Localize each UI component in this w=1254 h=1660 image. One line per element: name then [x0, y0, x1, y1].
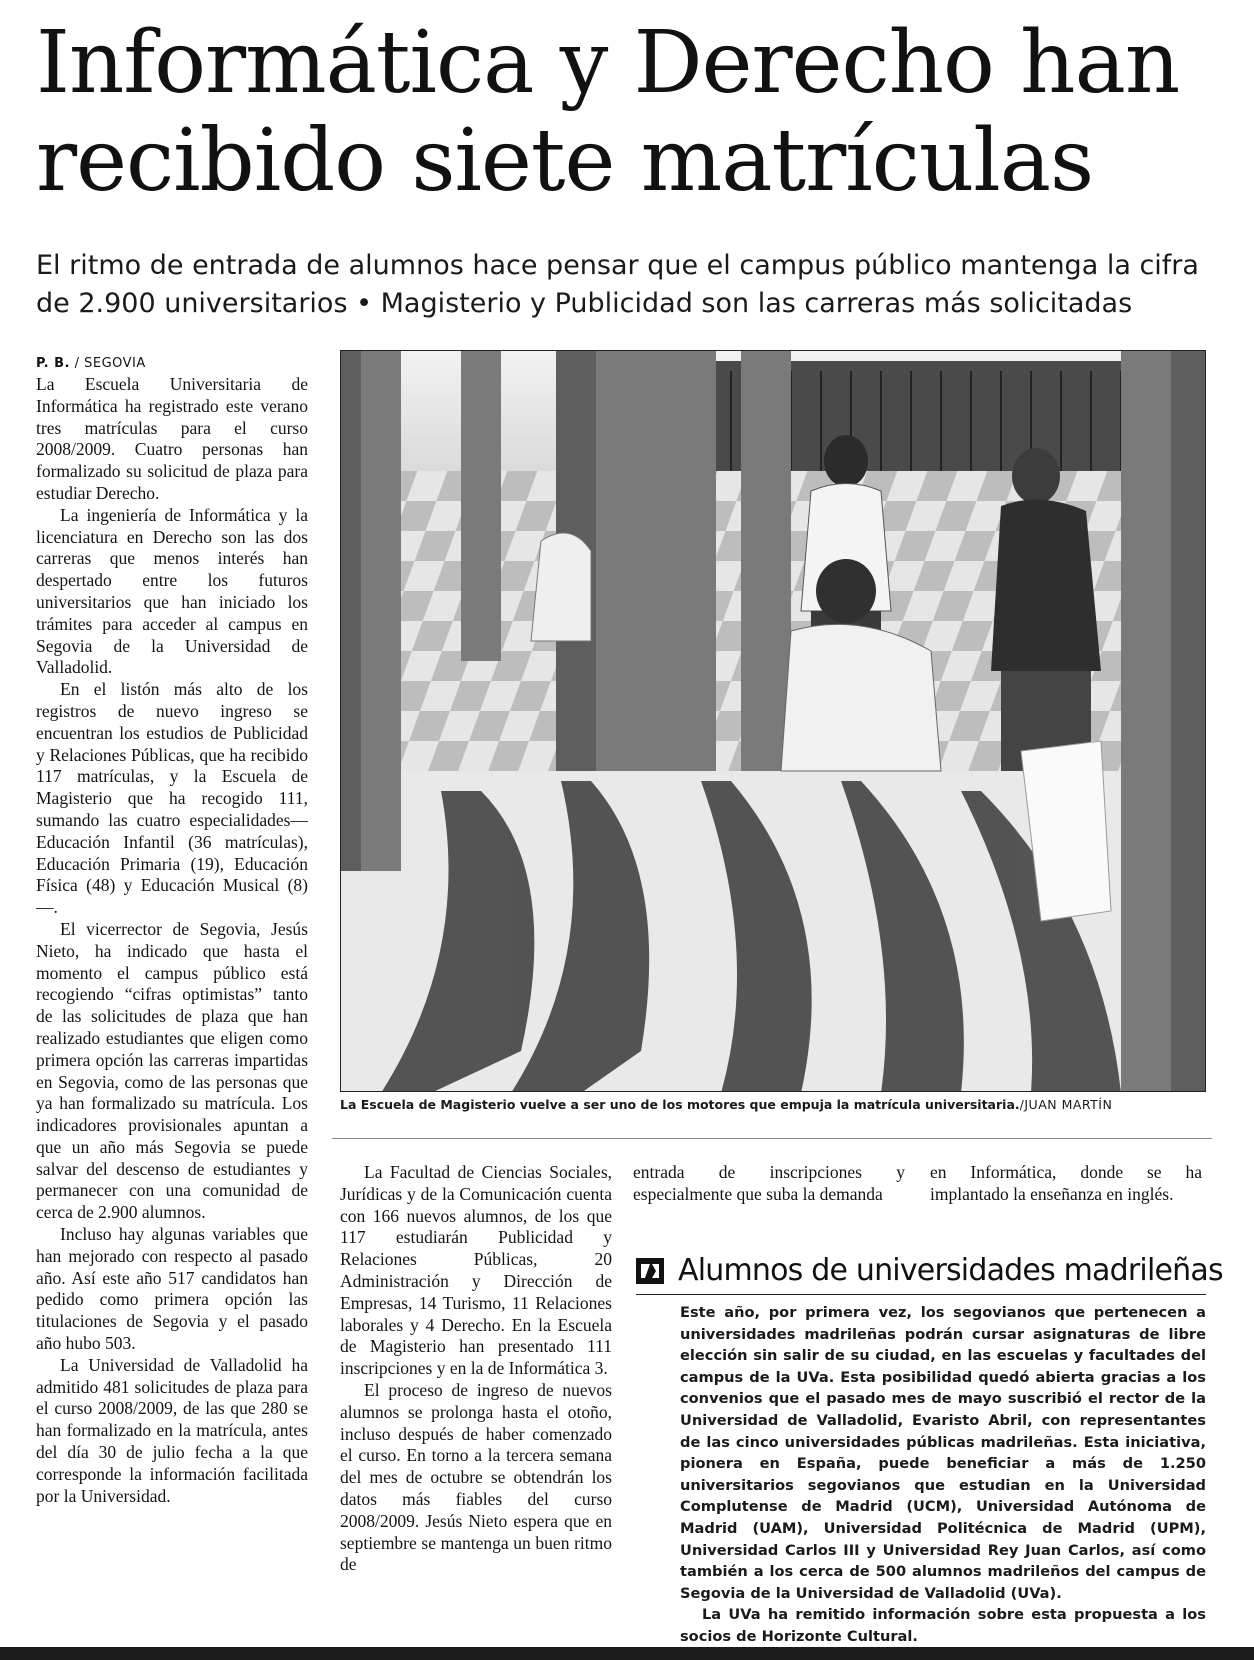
sidebar-paragraph: Este año, por primera vez, los segovianos que pertenecen a universidades madrileñas podrán cursar asignaturas de libre elección sin salir de su ciudad, en las escuelas y facultades del campus de la UVa. Esta posibilidad quedó abierta gracias a los convenios que el pasado mes de mayo suscribió el rector de la Universidad de Valladolid, Evaristo Abril, con representantes de las cinco universidades públicas madrileñas. Esta iniciativa, pionera en España, puede beneficiar a más de 1.250 universitarios segovianos que estudian en la Universidad Complutense de Madrid (UCM), Universidad Autónoma de Madrid (UAM), Universidad Politécnica de Madrid (UPM), Universidad Carlos III y Universidad Rey Juan Carlos, así como también a los cerca de 500 alumnos madrileños del campus de Segovia de la Universidad de Valladolid (UVa).	[680, 1304, 1206, 1602]
caption-text: La Escuela de Magisterio vuelve a ser uno de los motores que empuja la matrícula universitaria.	[340, 1097, 1020, 1112]
byline-location: / SEGOVIA	[74, 356, 146, 371]
page-bottom-rule	[0, 1647, 1254, 1660]
headline-line-2: recibido siete matrículas	[36, 111, 1094, 211]
paragraph: La ingeniería de Informática y la licenciatura en Derecho son las dos carreras que menos interés han despertado entre los futuros universitarios que han iniciado los trámites para acceder al campus en Segovia de la Universidad de Valladolid.	[36, 504, 308, 678]
sidebar-header	[636, 1253, 1223, 1295]
article-column-1	[36, 356, 308, 1507]
paragraph: El vicerrector de Segovia, Jesús Nieto, ha indicado que hasta el momento el campus público está recogiendo “cifras optimistas” tanto de las solicitudes de plaza que han realizado estudiantes que eligen como primera opción las carreras impartidas en Segovia, como de las personas que ya han formalizado su matrícula. Los indicadores provisionales apuntan a que un año más Segovia se puede salvar del descenso de estudiantes y permanecer con una comunidad de cerca de 2.900 alumnos.	[36, 918, 308, 1223]
article-photo	[340, 350, 1206, 1092]
section-divider	[332, 1138, 1212, 1139]
subheadline: El ritmo de entrada de alumnos hace pensar que el campus público mantenga la cifra de 2.900 universitarios • Magisterio y Publicidad son las carreras más solicitadas	[36, 250, 1199, 319]
paragraph: La Universidad de Valladolid ha admitido 481 solicitudes de plaza para el curso 2008/2009, de las que 280 se han formalizado en la matrícula, antes del día 30 de julio fecha a la que corresponde la información facilitada por la Universidad.	[36, 1354, 308, 1506]
paragraph: en Informática, donde se ha implantado la enseñanza en inglés.	[930, 1162, 1202, 1204]
byline	[36, 356, 308, 372]
article-column-3	[633, 1162, 905, 1206]
sidebar-body	[680, 1302, 1206, 1648]
paragraph: entrada de inscripciones y especialmente que suba la demanda	[633, 1162, 905, 1204]
paragraph: La Facultad de Ciencias Sociales, Jurídicas y de la Comunicación cuenta con 166 nuevos alumnos, de los que 117 estudiarán Publicidad y Relaciones Públicas, 20 Administración y Dirección de Empresas, 14 Turismo, 11 Relaciones laborales y 4 Derecho. En la Escuela de Magisterio han presentado 111 inscripciones y en la de Informática 3.	[340, 1162, 612, 1379]
paragraph: Incluso hay algunas variables que han mejorado con respecto al pasado año. Así este año 517 candidatos han pedido como primera opción las titulaciones de Segovia y el pasado año hubo 503.	[36, 1224, 308, 1354]
sidebar-paragraph: La UVa ha remitido información sobre esta propuesta a los socios de Horizonte Cultural.	[680, 1606, 1206, 1645]
headline-line-1: Informática y Derecho han	[36, 13, 1180, 113]
photo-credit: /JUAN MARTÍN	[1019, 1097, 1113, 1112]
article-column-2	[340, 1162, 612, 1576]
section-marker-icon	[636, 1258, 664, 1284]
paragraph: La Escuela Universitaria de Informática ha registrado este verano tres matrículas para el curso 2008/2009. Cuatro personas han formalizado su solicitud de plaza para estudiar Derecho.	[36, 374, 308, 503]
headline	[36, 14, 1216, 210]
article-column-4	[930, 1162, 1202, 1206]
byline-author: P. B.	[36, 356, 70, 371]
photo-caption	[340, 1097, 1206, 1113]
sidebar-title: Alumnos de universidades madrileñas	[678, 1253, 1223, 1288]
paragraph: El proceso de ingreso de nuevos alumnos se prolonga hasta el otoño, incluso después de haber comenzado el curso. En torno a la tercera semana del mes de octubre se obtendrán los datos más fiables del curso 2008/2009. Jesús Nieto espera que en septiembre se mantenga un buen ritmo de	[340, 1379, 612, 1575]
photo-illustration	[341, 351, 1206, 1092]
paragraph: En el listón más alto de los registros de nuevo ingreso se encuentran los estudios de Publicidad y Relaciones Públicas, que ha recibido 117 matrículas, y la Escuela de Magisterio que ha recogido 111, sumando las cuatro especialidades— Educación Infantil (36 matrículas), Educación Primaria (19), Educación Física (48) y Educación Musical (8)—.	[36, 679, 308, 918]
